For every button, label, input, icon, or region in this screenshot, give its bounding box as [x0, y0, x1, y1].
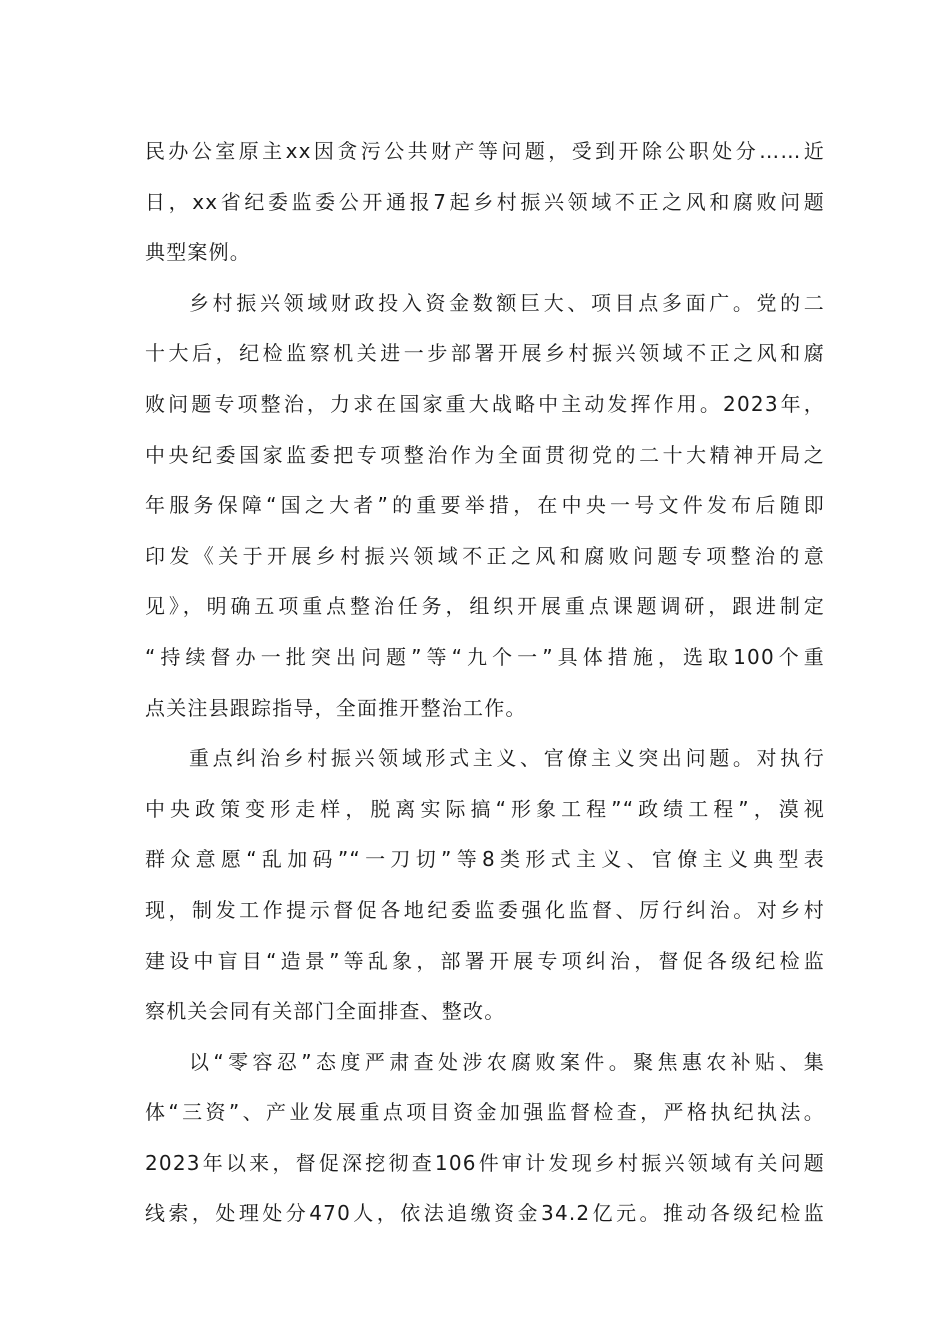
text-line: 点关注县跟踪指导，全面推开整治工作。 [145, 695, 527, 720]
paragraph-4 [145, 1037, 825, 1239]
text-line: 十大后，纪检监察机关进一步部署开展乡村振兴领域不正之风和腐 [145, 341, 825, 366]
text-line: 中央政策变形走样，脱离实际搞“形象工程”“政绩工程”，漠视 [145, 796, 825, 821]
paragraph-3 [145, 733, 825, 1037]
text-line: 见》，明确五项重点整治任务，组织开展重点课题调研，跟进制定 [145, 594, 825, 619]
document-body [145, 126, 825, 1239]
text-line: 重点纠治乡村振兴领域形式主义、官僚主义突出问题。对执行 [189, 746, 825, 771]
text-line: 体“三资”、产业发展重点项目资金加强监督检查，严格执纪执法。 [145, 1100, 825, 1125]
paragraph-1 [145, 126, 825, 278]
text-line: 以“零容忍”态度严肃查处涉农腐败案件。聚焦惠农补贴、集 [189, 1049, 825, 1074]
text-line: 败问题专项整治，力求在国家重大战略中主动发挥作用。2023年， [145, 391, 825, 416]
text-line: 察机关会同有关部门全面排查、整改。 [145, 999, 506, 1024]
text-line: 现，制发工作提示督促各地纪委监委强化监督、厉行纠治。对乡村 [145, 897, 825, 922]
text-line: 群众意愿“乱加码”“一刀切”等8类形式主义、官僚主义典型表 [145, 847, 825, 872]
text-line: 2023年以来，督促深挖彻查106件审计发现乡村振兴领域有关问题 [145, 1150, 825, 1175]
text-line: 线索，处理处分470人，依法追缴资金34.2亿元。推动各级纪检监 [145, 1201, 825, 1226]
text-line: 乡村振兴领域财政投入资金数额巨大、项目点多面广。党的二 [189, 290, 825, 315]
text-line: 民办公室原主xx因贪污公共财产等问题，受到开除公职处分……近 [145, 139, 825, 163]
text-line: 中央纪委国家监委把专项整治作为全面贯彻党的二十大精神开局之 [145, 442, 825, 467]
text-line: 日，xx省纪委监委公开通报7起乡村振兴领域不正之风和腐败问题 [145, 189, 825, 214]
text-line: 印发《关于开展乡村振兴领域不正之风和腐败问题专项整治的意 [145, 543, 825, 568]
text-line: 年服务保障“国之大者”的重要举措，在中央一号文件发布后随即 [145, 493, 825, 518]
paragraph-2 [145, 278, 825, 733]
text-line: “持续督办一批突出问题”等“九个一”具体措施，选取100个重 [145, 644, 825, 669]
text-line: 典型案例。 [145, 240, 251, 265]
text-line: 建设中盲目“造景”等乱象，部署开展专项纠治，督促各级纪检监 [145, 948, 825, 973]
